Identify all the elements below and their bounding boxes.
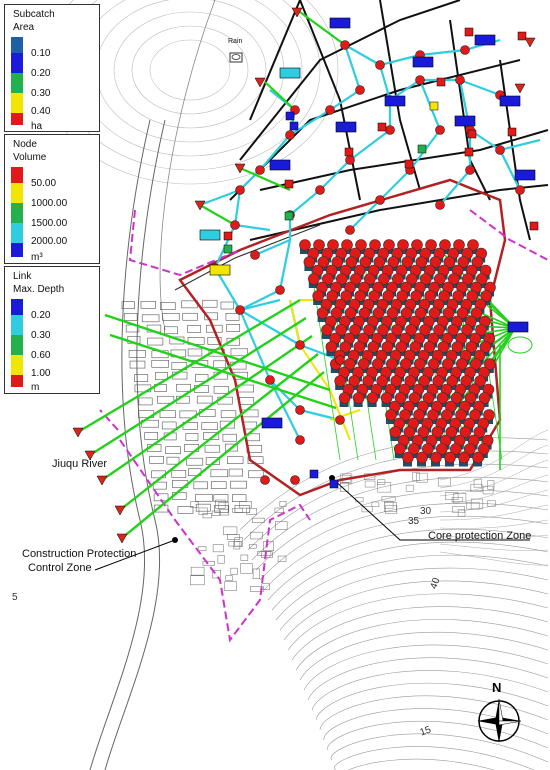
subcatchment [455, 116, 475, 126]
legend-tick: 1500.00 [31, 218, 68, 229]
subcatchment [262, 418, 282, 428]
building [249, 471, 264, 478]
building [227, 457, 243, 464]
conduit-link [460, 80, 500, 95]
subcatchment [210, 265, 230, 275]
legend-tick: 0.40 [31, 106, 51, 117]
building [226, 576, 233, 581]
legend-title: Node [13, 139, 37, 150]
junction-node [236, 186, 245, 195]
building [223, 434, 237, 441]
legend-tick: 0.30 [31, 88, 51, 99]
building [150, 456, 164, 463]
junction-node [456, 76, 465, 85]
contour-label: 30 [420, 506, 432, 517]
junction-node [496, 146, 505, 155]
building [247, 508, 257, 514]
junction-node [313, 291, 324, 302]
outfall-triangle-icon [195, 201, 205, 210]
contour-line [337, 759, 548, 770]
building [162, 313, 179, 320]
outfall-triangle-icon [117, 534, 127, 543]
contour-line [296, 619, 548, 670]
building [232, 495, 246, 502]
legend-color-band [11, 53, 23, 73]
subcatch-legend [4, 4, 100, 132]
construction-zone-label: Construction Protection [22, 548, 137, 560]
building [233, 508, 243, 512]
subcatchment-centroid [508, 128, 516, 136]
legend-color-band [11, 223, 23, 243]
conduit-link [200, 190, 240, 205]
junction-node [461, 46, 470, 55]
contour-line [96, 0, 284, 142]
junction-node [386, 410, 397, 421]
legend-tick: 0.20 [31, 68, 51, 79]
building [203, 561, 215, 565]
building [167, 457, 179, 464]
contour-label: 15 [418, 724, 433, 739]
subcatchment-centroid [286, 112, 294, 120]
building [211, 482, 226, 489]
subcatchment-centroid [310, 470, 318, 478]
legend-color-band [11, 93, 23, 113]
legend-unit: m [31, 382, 40, 393]
legend-tick: 0.60 [31, 350, 51, 361]
outfall-triangle-icon [73, 428, 83, 437]
junction-node [341, 41, 350, 50]
building [197, 396, 212, 403]
building [205, 445, 220, 452]
conduit-link [280, 240, 290, 290]
building [211, 470, 228, 477]
junction-node [317, 308, 328, 319]
building [264, 541, 274, 550]
building [221, 411, 236, 418]
building [280, 501, 286, 506]
building [231, 568, 238, 574]
legend-color-band [11, 315, 23, 335]
subcatchment-centroid [468, 130, 476, 138]
building [145, 433, 158, 440]
subcatchment-centroid [430, 102, 438, 110]
building [160, 303, 175, 310]
legend-title: Link [13, 271, 32, 282]
building [196, 494, 213, 501]
legend-color-band [11, 113, 23, 125]
junction-node [403, 452, 414, 463]
contour-label: 5 [12, 592, 18, 603]
building [377, 482, 390, 492]
building [406, 485, 413, 491]
junction-node [322, 325, 333, 336]
legend-color-band [11, 73, 23, 93]
river-label: Jiuqu River [52, 458, 108, 470]
legend-title: Subcatch [13, 9, 55, 20]
junction-node [300, 240, 311, 251]
subcatchment [336, 122, 356, 132]
subcatchment-centroid [465, 28, 473, 36]
node-legend [4, 134, 100, 264]
outfall-triangle-icon [525, 38, 535, 47]
legend-tick: 0.30 [31, 330, 51, 341]
building [471, 499, 483, 509]
junction-node [346, 226, 355, 235]
legend-color-band [11, 203, 23, 223]
junction-node [266, 376, 275, 385]
building [164, 327, 177, 334]
junction-node [394, 444, 405, 455]
building [241, 555, 248, 561]
legend-tick: 50.00 [31, 178, 57, 189]
rain-gauge-label: Rain [228, 38, 243, 45]
junction-node [326, 342, 337, 353]
building [172, 470, 186, 477]
building [230, 481, 246, 488]
legend-subtitle: Max. Depth [13, 284, 65, 295]
building [218, 555, 225, 563]
subcatchment [508, 322, 528, 332]
building [188, 325, 201, 332]
building [202, 423, 218, 430]
legend-color-band [11, 243, 23, 257]
link-legend [4, 266, 100, 394]
legend-color-band [11, 355, 23, 375]
contour-line [240, 438, 548, 530]
junction-node [473, 452, 484, 463]
outfall-triangle-icon [97, 476, 107, 485]
contour-line [114, 12, 266, 128]
junction-node [346, 156, 355, 165]
building [240, 398, 254, 405]
building [412, 473, 419, 481]
compass-rose-icon [474, 696, 524, 746]
junction-node [336, 416, 345, 425]
junction-node [353, 393, 364, 404]
junction-node [386, 126, 395, 135]
building [186, 434, 198, 441]
building [378, 480, 385, 485]
north-label: N [492, 680, 502, 695]
junction-node [231, 221, 240, 230]
junction-node [261, 476, 270, 485]
building [141, 301, 156, 308]
contour-line [440, 552, 548, 565]
junction-node [339, 393, 350, 404]
building [372, 502, 379, 507]
subcatchment-centroid [418, 145, 426, 153]
subcatchment-centroid [290, 122, 298, 130]
junction-node [236, 306, 245, 315]
building [139, 398, 152, 405]
subcatchment-centroid [285, 212, 293, 220]
building [152, 360, 169, 367]
subcatchment-centroid [518, 32, 526, 40]
contour-line [292, 607, 548, 660]
junction-node [356, 86, 365, 95]
legend-color-band [11, 167, 23, 183]
subcatchment [475, 35, 495, 45]
junction-node [326, 106, 335, 115]
road [250, 0, 300, 120]
conduit-link [200, 205, 235, 225]
building [203, 300, 217, 307]
junction-node [445, 452, 456, 463]
building [166, 447, 181, 454]
legend-tick: 1000.00 [31, 198, 68, 209]
building [384, 502, 396, 511]
building [188, 349, 202, 356]
road-edge [160, 0, 215, 330]
contour-line [276, 555, 548, 620]
building [229, 469, 243, 476]
contour-label: 40 [428, 576, 443, 591]
subcatchment [200, 230, 220, 240]
junction-node [308, 274, 319, 285]
legend-color-band [11, 299, 23, 315]
building [226, 313, 239, 320]
storage-icon [508, 337, 532, 353]
building [227, 535, 239, 540]
legend-tick: 1.00 [31, 368, 51, 379]
junction-node [251, 251, 260, 260]
building [213, 545, 223, 552]
junction-node [296, 406, 305, 415]
building [214, 495, 228, 502]
building [221, 302, 234, 309]
junction-node [376, 196, 385, 205]
building [253, 569, 260, 579]
building [231, 349, 248, 356]
legend-unit: ha [31, 121, 43, 132]
junction-node [256, 166, 265, 175]
contour-line [288, 594, 548, 650]
building [162, 422, 176, 429]
building [225, 582, 237, 591]
subcatchment-centroid [465, 148, 473, 156]
conduit-link [330, 410, 360, 420]
building [227, 324, 240, 331]
north-arrow-icon [474, 680, 524, 746]
building [214, 361, 226, 368]
legend-tick: 0.20 [31, 310, 51, 321]
subcatchment [330, 18, 350, 28]
outfall-triangle-icon [515, 84, 525, 93]
conduit-link [240, 168, 290, 190]
conduit-link [240, 300, 280, 310]
contour-line [440, 544, 548, 551]
junction-node [367, 393, 378, 404]
junction-node [466, 166, 475, 175]
legend-subtitle: Volume [13, 152, 47, 163]
subcatchment [413, 57, 433, 67]
building [194, 482, 208, 489]
subcatchment-centroid [285, 180, 293, 188]
subcatchment-centroid [437, 78, 445, 86]
building [258, 551, 271, 555]
subcatchment-centroid [330, 480, 338, 488]
junction-node [304, 257, 315, 268]
legend-color-band [11, 335, 23, 355]
subcatchment [280, 68, 300, 78]
conduit-link [240, 290, 280, 310]
junction-node [431, 452, 442, 463]
junction-node [516, 186, 525, 195]
junction-node [296, 436, 305, 445]
subcatchment [500, 96, 520, 106]
legend-color-band [11, 37, 23, 53]
junction-node [381, 393, 392, 404]
building [130, 361, 145, 368]
conduit-link [420, 50, 465, 55]
conduit-link [235, 225, 270, 230]
rain-gauge-top [232, 55, 240, 60]
building [365, 481, 375, 487]
junction-node [291, 476, 300, 485]
junction-node [459, 452, 470, 463]
building [235, 538, 243, 547]
legend-unit: m³ [31, 252, 43, 263]
building [183, 313, 198, 320]
building [176, 384, 190, 391]
conduit-link [330, 90, 360, 110]
subcatchment-centroid [405, 160, 413, 168]
building [191, 567, 204, 575]
junction-node [335, 376, 346, 387]
subcatchment [515, 170, 535, 180]
subcatchment [385, 96, 405, 106]
contour-line [252, 477, 548, 560]
building [155, 373, 167, 380]
junction-node [436, 201, 445, 210]
boundary-line [175, 225, 320, 290]
junction-node [336, 356, 345, 365]
subcatchment-centroid [224, 245, 232, 253]
legend-color-band [11, 183, 23, 203]
junction-node [390, 427, 401, 438]
junction-node [286, 131, 295, 140]
leader-dot [172, 537, 178, 543]
construction-zone-label-line2: Control Zone [28, 562, 92, 574]
contour-line [284, 581, 548, 640]
legend-tick: 2000.00 [31, 236, 68, 247]
road [230, 60, 520, 200]
subcatchment [270, 160, 290, 170]
building [216, 500, 226, 508]
subcatchment-centroid [224, 232, 232, 240]
building [142, 315, 159, 322]
junction-node [436, 126, 445, 135]
building [124, 313, 137, 320]
building [160, 411, 175, 418]
contour-line [300, 632, 548, 680]
contour-line [272, 542, 548, 610]
building [148, 338, 163, 345]
legend-tick: 0.10 [31, 48, 51, 59]
legend-subtitle: Area [13, 22, 35, 33]
contour-label: 35 [408, 516, 420, 527]
building [252, 518, 264, 523]
subcatchment-centroid [530, 222, 538, 230]
junction-node [296, 341, 305, 350]
legend-color-band [11, 375, 23, 387]
conduit-link [290, 190, 320, 215]
building [214, 386, 228, 393]
junction-node [416, 76, 425, 85]
outfall-triangle-icon [115, 506, 125, 515]
contour-line [264, 516, 548, 590]
junction-node [376, 61, 385, 70]
subcatchment-centroid [378, 123, 386, 131]
building [198, 547, 206, 551]
building [241, 564, 253, 574]
building [190, 576, 204, 585]
junction-node [316, 186, 325, 195]
conduit-link [300, 12, 345, 45]
building [223, 527, 237, 535]
contour-line [150, 40, 230, 100]
core-zone-label: Core protection Zone [428, 530, 532, 542]
junction-node [276, 286, 285, 295]
subcatchment-centroid [345, 148, 353, 156]
rain-gauge-icon [230, 53, 242, 62]
junction-nodes-layer [211, 41, 525, 485]
junction-node [417, 452, 428, 463]
building [275, 522, 287, 530]
conduit-link [350, 130, 390, 160]
building [187, 458, 203, 465]
